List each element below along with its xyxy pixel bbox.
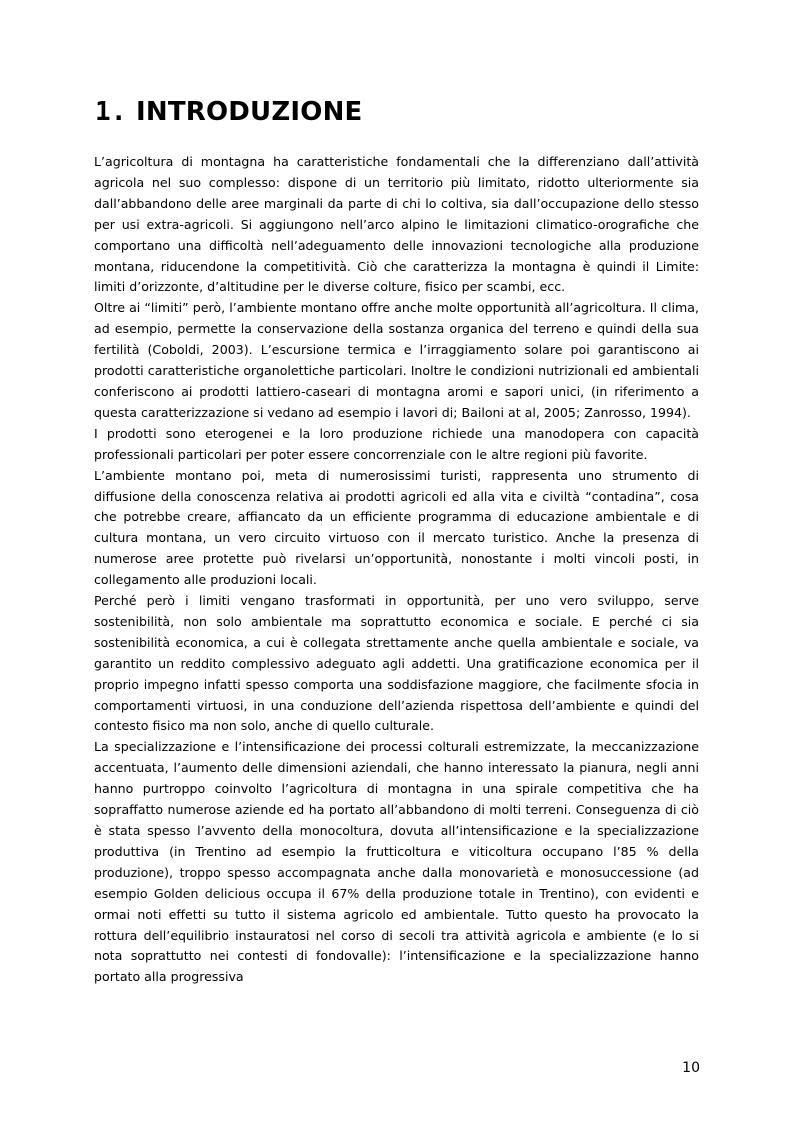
- chapter-number: 1.: [95, 97, 127, 127]
- paragraph: L’ambiente montano poi, meta di numerosissimi turisti, rappresenta uno strumento di diffusione della conoscenza relativa ai prodotti agricoli ed alla vita e civiltà “contadina”, cosa che potrebbe creare, affiancato da un efficiente programma di educazione ambientale e di cultura montana, un vero circuito virtuoso con il mercato turistico. Anche la presenza di numerose aree protette può rivelarsi un’opportunità, nonostante i molti vincoli posti, in collegamento alle produzioni locali.: [94, 467, 699, 588]
- paragraph: La specializzazione e l’intensificazione dei processi colturali estremizzate, la meccanizzazione accentuata, l’aumento delle dimensioni aziendali, che hanno interessato la pianura, negli anni hanno purtroppo coinvolto l’agricoltura di montagna in una spirale competitiva che ha sopraffatto numerose aziende ed ha portato all’abbandono di molti terreni. Conseguenza di ciò è stata spesso l’avvento della monocoltura, dovuta all’intensificazione e la specializzazione produttiva (in Trentino ad esempio la frutticoltura e viticoltura occupano l’85 % della produzione), troppo spesso accompagnata anche dalla monovarietà e monosuccessione (ad esempio Golden delicious occupa il 67% della produzione totale in Trentino), con evidenti e ormai noti effetti su tutto il sistema agricolo ed ambientale. Tutto questo ha provocato la rottura dell’equilibrio instauratosi nel corso di secoli tra attività agricola e ambiente (e lo si nota soprattutto nei contesti di fondovalle): l’intensificazione e la specializzazione hanno portato alla progressiva: [94, 739, 699, 985]
- chapter-heading: [95, 92, 363, 132]
- page-number: 10: [682, 1060, 700, 1076]
- chapter-title: INTRODUZIONE: [135, 97, 363, 127]
- paragraph: Perché però i limiti vengano trasformati in opportunità, per uno vero sviluppo, serve sostenibilità, non solo ambientale ma soprattutto economica e sociale. E perché ci sia sostenibilità economica, a cui è collegata strettamente anche quella ambientale e sociale, va garantito un reddito complessivo adeguato agli addetti. Una gratificazione economica per il proprio impegno infatti spesso comporta una soddisfazione maggiore, che facilmente sfocia in comportamenti virtuosi, in una conduzione dell’azienda rispettosa dell’ambiente e quindi del contesto fisico ma non solo, anche di quello culturale.: [94, 593, 699, 734]
- paragraph: I prodotti sono eterogenei e la loro produzione richiede una manodopera con capacità professionali particolari per poter essere concorrenziale con le altre regioni più favorite.: [94, 425, 699, 462]
- body-text: [94, 152, 699, 988]
- paragraph: Oltre ai “limiti” però, l’ambiente montano offre anche molte opportunità all’agricoltura. Il clima, ad esempio, permette la conservazione della sostanza organica del terreno e quindi della sua fertilità (Coboldi, 2003). L’escursione termica e l’irraggiamento solare poi garantiscono ai prodotti caratteristiche organolettiche particolari. Inoltre le condizioni nutrizionali ed ambientali conferiscono ai prodotti lattiero-caseari di montagna aromi e sapori unici, (in riferimento a questa caratterizzazione si vedano ad esempio i lavori di; Bailoni at al, 2005; Zanrosso, 1994).: [94, 300, 699, 420]
- paragraph: L’agricoltura di montagna ha caratteristiche fondamentali che la differenziano dall’attività agricola nel suo complesso: dispone di un territorio più limitato, ridotto ulteriormente sia dall’abbandono delle aree marginali da parte di chi lo coltiva, sia dall’occupazione dello stesso per usi extra-agricoli. Si aggiungono nell’arco alpino le limitazioni climatico-orografiche che comportano una difficoltà nell’adeguamento delle innovazioni tecnologiche alla produzione montana, riducendone la competitività. Ciò che caratterizza la montagna è quindi il Limite: limiti d’orizzonte, d’altitudine per le diverse colture, fisico per scambi, ecc.: [94, 154, 699, 295]
